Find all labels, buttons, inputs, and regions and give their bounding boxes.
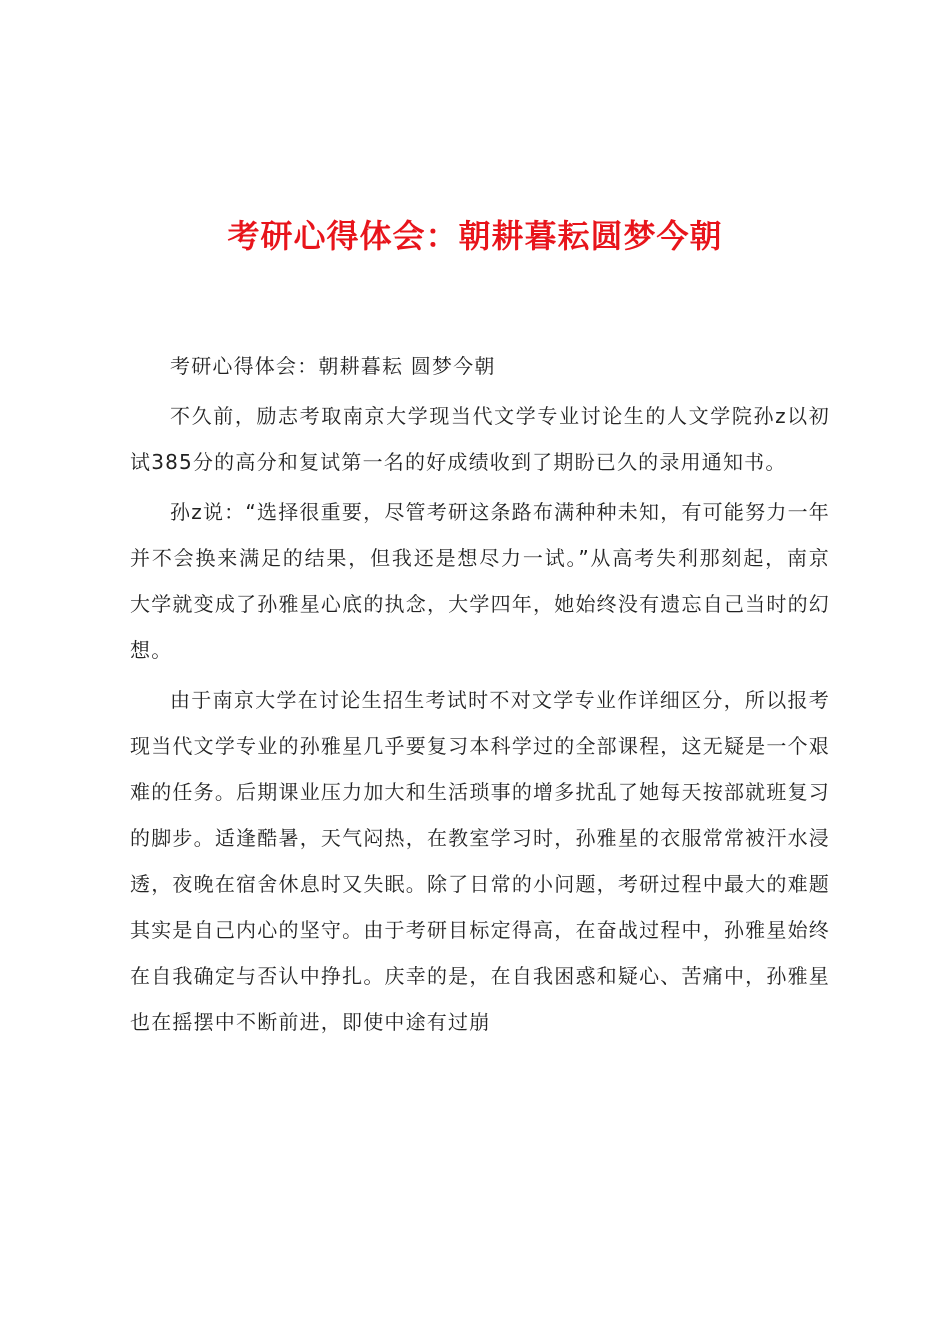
paragraph-subtitle: 考研心得体会：朝耕暮耘 圆梦今朝 [170, 354, 496, 378]
paragraph: 孙z说：“选择很重要，尽管考研这条路布满种种未知，有可能努力一年并不会换来满足的结果，但我还是想尽力一试。”从高考失利那刻起，南京大学就变成了孙雅星心底的执念，大学四年，她始终没有遗忘自己当时的幻想。 [130, 500, 830, 662]
document-title: 考研心得体会：朝耕暮耘圆梦今朝 [227, 217, 723, 255]
paragraph: 由于南京大学在讨论生招生考试时不对文学专业作详细区分，所以报考现当代文学专业的孙雅星几乎要复习本科学过的全部课程，这无疑是一个艰难的任务。后期课业压力加大和生活琐事的增多扰乱了她每天按部就班复习的脚步。适逢酷暑，天气闷热，在教室学习时，孙雅星的衣服常常被汗水浸透，夜晚在宿舍休息时又失眠。除了日常的小问题，考研过程中最大的难题其实是自己内心的坚守。由于考研目标定得高，在奋战过程中，孙雅星始终在自我确定与否认中挣扎。庆幸的是，在自我困惑和疑心、苦痛中，孙雅星也在摇摆中不断前进，即使中途有过崩 [130, 688, 830, 1034]
paragraph: 不久前，励志考取南京大学现当代文学专业讨论生的人文学院孙z以初试385分的高分和复试第一名的好成绩收到了期盼已久的录用通知书。 [130, 404, 830, 474]
document-body [130, 343, 830, 1049]
